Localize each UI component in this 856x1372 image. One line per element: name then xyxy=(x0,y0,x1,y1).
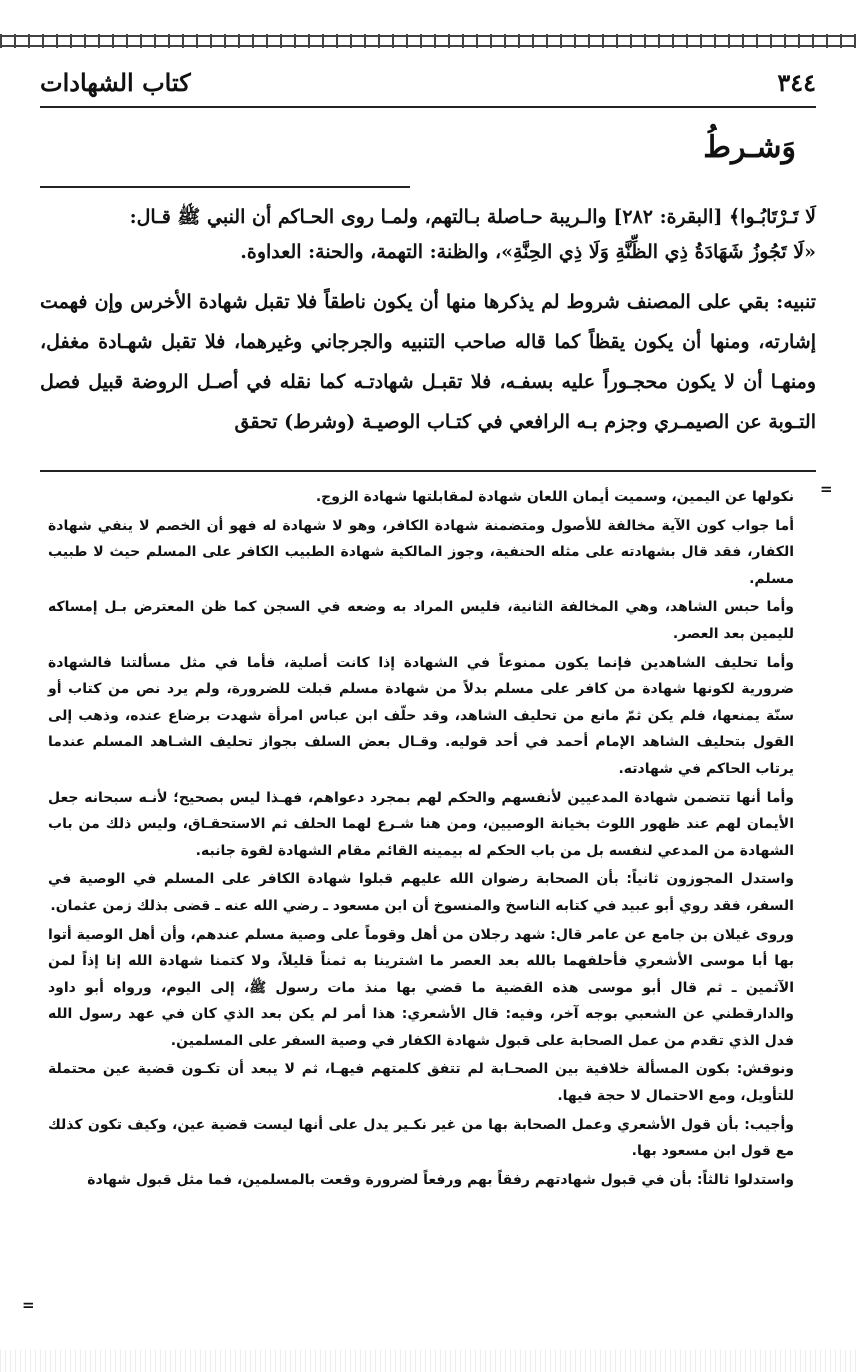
running-title: كتاب الشهادات xyxy=(40,67,191,97)
commentary-text xyxy=(40,200,816,442)
footnote-paragraph: وروى غيلان بن جامع عن عامر قال: شهد رجلان من أهل وقوماً على وصية مسلم عندهم، وأن أهل الوصية أتوا بها أبا موسى الأشعري فأحلفهما بالله بعد العصر ما اشترينا به ثمناً قليلاً، ولا كتمنا شهادة الله إنا إذاً لمن الآثمين ـ ثم قال أبو موسى هذه القضية ما قضي بها منذ مات رسول ﷺ، إلى اليوم، ورواه أبو داود والدارقطني عن الشعبي بوجه آخر، وفيه: قال الأشعري: هذا أمر لم يكن بعد الذي كان في عهد رسول الله فدل الذي تقدم من عمل الصحابة على قبول شهادة الكفار في وصية السفر على المسلمين. xyxy=(48,926,794,1049)
commentary-line: لَا تَـرْتَابُـوا﴾ [البقرة: ٢٨٢] والـريبة حـاصلة بـالتهم، ولمـا روى الحـاكم أن النبي ﷺ قـال: xyxy=(129,206,816,228)
footnote-paragraph: وأما أنها تتضمن شهادة المدعيين لأنفسهم والحكم لهم بمجرد دعواهم، فهـذا ليس بصحيح؛ لأنـه سبحانه جعل الأيمان لهم عند ظهور اللوث بخيانة الوصيين، ومن هنا شـرع لهما الحلف ثم الاستحقـاق، وليس ذلك من باب الشهادة من المدعي لنفسه بل من باب الحكم له بيمينه القائم مقام الشهادة لقوة جانبه. xyxy=(48,789,794,859)
footnote-paragraph: ونوقش: بكون المسألة خلافية بين الصحـابة لم تتفق كلمتهم فيهـا، ثم لا يبعد أن تكـون قضية عين محتملة للتأويل، ومع الاحتمال لا حجة فيها. xyxy=(48,1061,794,1105)
commentary-line: «لَا تَجُوزُ شَهَادَةُ ذِي الظِّنَّةِ وَلَا ذِي الحِنَّةِ»، والظنة: التهمة، والحنة: العداوة. xyxy=(240,241,816,263)
footnote-continues-marker: = xyxy=(22,1296,35,1314)
footnote-block xyxy=(48,484,794,1195)
page-number: ٣٤٤ xyxy=(777,67,816,97)
scan-bottom-edge xyxy=(0,1350,856,1372)
footnote-paragraph: أما جواب كون الآية مخالفة للأصول ومتضمنة شهادة الكافر، وهو لا شهادة له فهو أن الخصم لا ينفي شهادة الكفار، فقد قال بشهادته على مثله الحنفية، وجوز المالكية شهادة الطبيب الكافر على المسلم حيث لا طبيب مسلم. xyxy=(48,517,794,587)
footnote-paragraph: واستدلوا ثالثاً: بأن في قبول شهادتهم رفقاً بهم ورفعاً لضرورة وقعت بالمسلمين، فما مثل قبول شهادة xyxy=(87,1171,794,1188)
footnote-paragraph: نكولها عن اليمين، وسميت أيمان اللعان شهادة لمقابلتها شهادة الزوج. xyxy=(315,489,794,505)
top-ornamental-border xyxy=(0,34,856,48)
commentary-note-paragraph: تنبيه: بقي على المصنف شروط لم يذكرها منها أن يكون ناطقاً فلا تقبل شهادة الأخرس وإن فهمت إشارته، ومنها أن يكون يقظاً كما قاله صاحب التنبيه والجرجاني وغيرهما، فلا تقبل شهـادة مغفل، ومنهـا أن لا يكون محجـوراً عليه بسفـه، فلا تقبـل شهادتـه كما نقله في أصـل الروضة قبيل فصل التـوبة عن الصيمـري وجزم بـه الرافعي في كتـاب الوصيـة (وشرط) تحقق xyxy=(40,291,816,433)
footnote-separator xyxy=(40,470,816,472)
matn-text: وَشـرطُ xyxy=(703,130,796,165)
footnote-paragraph: واستدل المجوزون ثانياً: بأن الصحابة رضوان الله عليهم قبلوا شهادة الكافر على المسلم في الوصية في السفر، فقد روي أبو عبيد في كتابه الناسخ والمنسوخ أن ابن مسعود ـ رضي الله عنه ـ قضى بذلك زمن عثمان. xyxy=(48,871,794,914)
page-header xyxy=(40,62,816,102)
matn-separator xyxy=(40,186,410,188)
footnote-paragraph: وأما تحليف الشاهدين فإنما يكون ممنوعاً في الشهادة إذا كانت أصلية، فأما في مثل مسألتنا فالشهادة ضرورية لكونها شهادة من كافر على مسلم بدلاً من شهادة مسلم قبلت للضرورة، ولم يرد نص من كتاب أو سنّة يمنعها، فلم يكن ثمّ مانع من تحليف الشاهد، وقد حلّف ابن عباس امرأة شهدت برضاع عنده، وذهب إلى القول بتحليف الشاهد الإمام أحمد في أحد قوليه. وقـال بعض السلف بجواز تحليف الشـاهد المسلم عندما يرتاب الحاكم في شهادته. xyxy=(48,654,794,777)
footnote-paragraph: وأما حبس الشاهد، وهي المخالفة الثانية، فليس المراد به وضعه في السجن كما ظن المعترض بـل إمساكه لليمين بعد العصر. xyxy=(48,599,794,642)
footnote-continuation-marker: = xyxy=(820,480,833,498)
header-rule xyxy=(40,106,816,108)
footnote-paragraph: وأجيب: بأن قول الأشعري وعمل الصحابة بها من غير نكـير يدل على أنها ليست قضية عين، وكيف تكون كذلك مع قول ابن مسعود بها. xyxy=(48,1116,794,1160)
